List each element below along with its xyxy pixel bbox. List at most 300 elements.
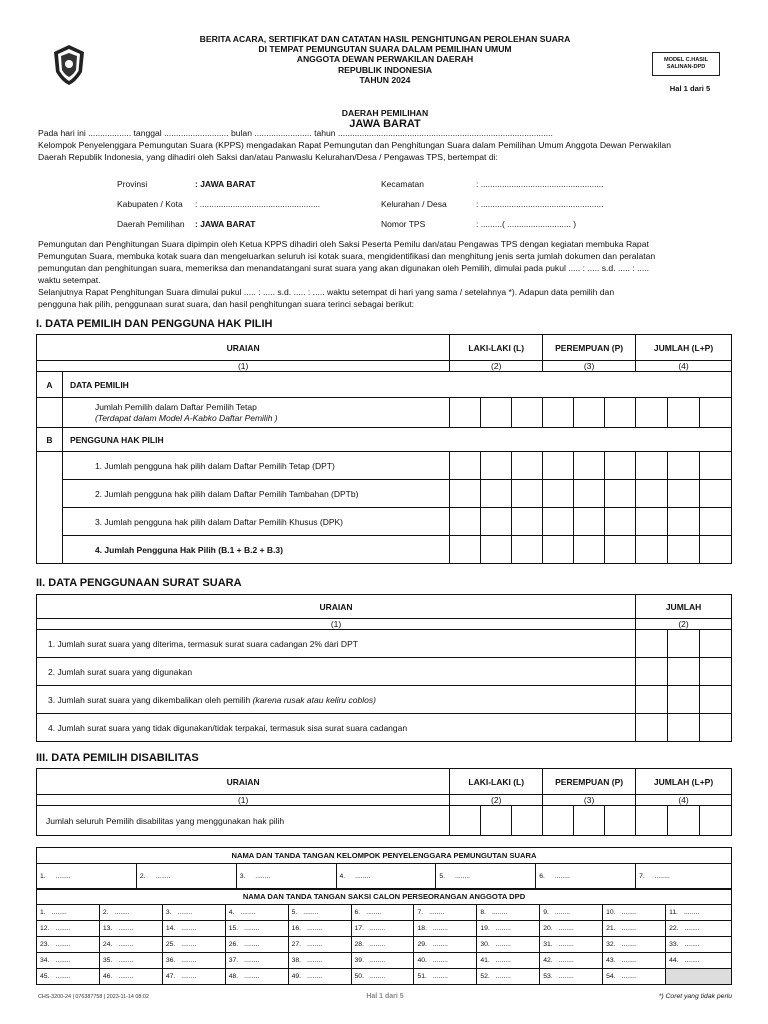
saksi-number: 22.: [669, 925, 679, 932]
saksi-number: 2.: [102, 909, 109, 916]
saksi-signature-slot[interactable]: [666, 921, 732, 937]
signature-dots: ........: [155, 873, 171, 880]
digit-box[interactable]: [543, 508, 574, 536]
saksi-number: 41.: [480, 957, 490, 964]
saksi-signature-slot[interactable]: [540, 969, 603, 985]
signature-dots: ........: [621, 941, 637, 948]
digit-box[interactable]: [699, 452, 731, 480]
saksi-signature-slot[interactable]: [288, 937, 351, 953]
title-line-4: REPUBLIK INDONESIA: [337, 64, 433, 75]
saksi-number: 34.: [40, 957, 50, 964]
signature-dots: ........: [114, 909, 130, 916]
saksi-number: 46.: [102, 973, 113, 980]
saksi-signature-slot[interactable]: [540, 905, 603, 921]
saksi-number: 49.: [291, 973, 302, 980]
signature-dots: ........: [307, 973, 323, 980]
saksi-signature-slot[interactable]: [351, 953, 414, 969]
digit-box[interactable]: [605, 508, 636, 536]
s1-b-item3: 3. Jumlah pengguna hak pilih dalam Daftar Pemilih Khusus (DPK): [62, 508, 449, 536]
procedure-line-3: pemungutan dan penghitungan suara, memeriksa dan menandatangani surat suara yang akan digunakan oleh Pemilih, dimulai pada pukul ..... : ..... s.d. ..... : .....: [38, 263, 650, 273]
digit-box[interactable]: [543, 452, 574, 480]
signature-dots: ........: [181, 925, 197, 932]
saksi-signature-slot[interactable]: [603, 953, 666, 969]
saksi-signature-slot[interactable]: [477, 969, 540, 985]
saksi-signature-slot[interactable]: [99, 905, 162, 921]
digit-box[interactable]: [450, 452, 481, 480]
digit-box[interactable]: [668, 480, 700, 508]
kpps-signature-slot[interactable]: [236, 864, 336, 890]
digit-box[interactable]: [668, 398, 700, 428]
digit-box[interactable]: [512, 508, 543, 536]
procedure-line-6: pengguna hak pilih, penggunaan surat suara, dan hasil penghitungan suara terinci sebagai berikut:: [38, 299, 415, 309]
digit-box[interactable]: [668, 508, 700, 536]
signature-dots: ........: [118, 957, 134, 964]
footer-note: *) Coret yang tidak perlu: [658, 993, 732, 1000]
digit-box[interactable]: [574, 452, 605, 480]
provinsi-value: : JAWA BARAT: [195, 179, 256, 189]
kecamatan-value: : ....................................................: [476, 179, 604, 189]
saksi-signature-slot[interactable]: [162, 969, 225, 985]
tps-value: : .........( ........................... ): [476, 219, 577, 229]
s1-code-a: A: [37, 372, 63, 398]
digit-box[interactable]: [668, 714, 700, 742]
signature-dots: ........: [621, 957, 637, 964]
section-3-title: III. DATA PEMILIH DISABILITAS: [36, 752, 199, 764]
saksi-signature-slot[interactable]: [288, 905, 351, 921]
saksi-signature-slot[interactable]: [414, 921, 477, 937]
procedure-line-1: Pemungutan dan Penghitungan Suara dipimpin oleh Ketua KPPS dihadiri oleh Saksi Peserta Pemilu dan/atau Pengawas TPS dengan kegiatan membuka Rapat: [38, 239, 649, 249]
saksi-number: 12.: [40, 925, 50, 932]
saksi-signature-slot[interactable]: [37, 953, 100, 969]
digit-box[interactable]: [481, 536, 512, 564]
digit-box[interactable]: [636, 480, 668, 508]
s1-b-item4: 4. Jumlah Pengguna Hak Pilih (B.1 + B.2 + B.3): [62, 536, 449, 564]
signature-dots: ........: [369, 973, 386, 980]
saksi-number: 42.: [543, 957, 553, 964]
signature-dots: ........: [654, 873, 670, 880]
saksi-number: 39.: [354, 957, 364, 964]
digit-box[interactable]: [668, 686, 700, 714]
model-box: [652, 52, 720, 76]
saksi-signature-table: [36, 888, 732, 985]
digit-box[interactable]: [700, 686, 732, 714]
saksi-signature-slot[interactable]: [99, 953, 162, 969]
saksi-number: 47.: [165, 973, 176, 980]
digit-box[interactable]: [700, 658, 732, 686]
s1-b-spacer: [37, 452, 63, 564]
saksi-number: 26.: [228, 941, 239, 948]
saksi-number: 38.: [291, 957, 302, 964]
signature-dots: ........: [255, 873, 271, 880]
signature-dots: ........: [118, 941, 134, 948]
s2-item3-note: (karena rusak atau keliru coblos): [252, 694, 376, 705]
digit-box[interactable]: [574, 480, 605, 508]
digit-box[interactable]: [636, 508, 668, 536]
digit-box[interactable]: [605, 536, 636, 564]
saksi-number: 31.: [543, 941, 553, 948]
s2-header-jumlah: JUMLAH: [636, 595, 732, 619]
saksi-number: 19.: [480, 925, 490, 932]
digit-box[interactable]: [574, 536, 605, 564]
digit-box[interactable]: [481, 480, 512, 508]
digit-box[interactable]: [668, 630, 700, 658]
signature-dots: ........: [55, 925, 71, 932]
signature-dots: ........: [244, 973, 260, 980]
saksi-signature-slot[interactable]: [414, 953, 477, 969]
section-3-table: [36, 768, 732, 836]
section-2-title: II. DATA PENGGUNAAN SURAT SUARA: [36, 577, 242, 589]
saksi-signature-slot[interactable]: [666, 905, 732, 921]
saksi-number: 18.: [417, 925, 427, 932]
signature-dots: ........: [118, 973, 134, 980]
title-line-3: ANGGOTA DEWAN PERWAKILAN DAERAH: [296, 54, 474, 65]
signature-dots: ........: [355, 873, 371, 880]
s3-colnum-1: (1): [37, 795, 450, 806]
saksi-number: 16.: [291, 925, 302, 932]
s3-header-jumlah: JUMLAH (L+P): [636, 769, 732, 795]
saksi-signature-slot[interactable]: [603, 905, 666, 921]
saksi-signature-slot[interactable]: [603, 969, 666, 985]
saksi-number: 24.: [102, 941, 113, 948]
digit-box[interactable]: [605, 398, 636, 428]
saksi-number: 45.: [40, 973, 50, 980]
kpps-number: 1.: [40, 873, 46, 880]
signature-dots: ........: [454, 873, 471, 880]
signature-dots: ........: [495, 941, 511, 948]
s1-b-title: PENGGUNA HAK PILIH: [62, 428, 731, 452]
signature-dots: ........: [684, 909, 700, 916]
signature-dots: ........: [558, 957, 574, 964]
signature-dots: ........: [369, 925, 386, 932]
digit-box[interactable]: [450, 480, 481, 508]
saksi-title: NAMA DAN TANDA TANGAN SAKSI CALON PERSEORANGAN ANGGOTA DPD: [37, 889, 732, 905]
s1-a-item1-text: Jumlah Pemilih dalam Daftar Pemilih Tetap: [94, 401, 257, 412]
saksi-number: 4.: [228, 909, 235, 916]
s1-b-item2: 2. Jumlah pengguna hak pilih dalam Daftar Pemilih Tambahan (DPTb): [62, 480, 449, 508]
kabkota-value: : ...................................................: [195, 199, 321, 209]
digit-box[interactable]: [450, 508, 481, 536]
saksi-signature-slot[interactable]: [99, 937, 162, 953]
digit-box[interactable]: [450, 536, 481, 564]
s3-header-perempuan: PEREMPUAN (P): [543, 769, 636, 795]
signature-dots: ........: [621, 925, 637, 932]
kpps-number: 2.: [139, 873, 146, 880]
saksi-number: 50.: [354, 973, 364, 980]
digit-box[interactable]: [636, 630, 668, 658]
digit-box[interactable]: [574, 398, 605, 428]
saksi-number: 17.: [354, 925, 364, 932]
digit-box[interactable]: [636, 714, 668, 742]
saksi-signature-slot[interactable]: [225, 937, 288, 953]
signature-dots: ........: [240, 909, 256, 916]
digit-box[interactable]: [636, 452, 668, 480]
saksi-signature-slot[interactable]: [225, 905, 288, 921]
signature-dots: ........: [307, 925, 323, 932]
digit-box[interactable]: [450, 806, 481, 836]
s3-colnum-4: (4): [636, 795, 732, 806]
saksi-number: 37.: [228, 957, 239, 964]
s1-a-spacer: [37, 398, 63, 428]
s1-header-perempuan: PEREMPUAN (P): [543, 335, 636, 361]
saksi-signature-slot[interactable]: [414, 969, 477, 985]
digit-box[interactable]: [481, 452, 512, 480]
saksi-number: 35.: [102, 957, 113, 964]
digit-box[interactable]: [574, 508, 605, 536]
signature-dots: ........: [432, 941, 448, 948]
saksi-number: 5.: [291, 909, 298, 916]
s1-header-laki: LAKI-LAKI (L): [450, 335, 543, 361]
saksi-signature-slot[interactable]: [666, 937, 732, 953]
signature-dots: ........: [177, 909, 193, 916]
saksi-number: 40.: [417, 957, 427, 964]
digit-box[interactable]: [668, 806, 700, 836]
saksi-signature-slot[interactable]: [288, 921, 351, 937]
saksi-number: 44.: [669, 957, 679, 964]
s1-colnum-4: (4): [636, 361, 732, 372]
saksi-number: 7.: [417, 909, 424, 916]
kelurahan-value: : ....................................................: [476, 199, 604, 209]
kpps-signature-table: [36, 847, 732, 890]
saksi-number: 8.: [480, 909, 487, 916]
s1-a-item1: [62, 398, 449, 428]
signature-dots: ........: [558, 925, 574, 932]
signature-dots: ........: [55, 873, 71, 880]
saksi-number: 21.: [606, 925, 616, 932]
saksi-signature-slot[interactable]: [540, 937, 603, 953]
saksi-signature-slot[interactable]: [477, 921, 540, 937]
dapil-info-value: : JAWA BARAT: [195, 219, 256, 229]
kpps-signature-slot[interactable]: [336, 864, 436, 890]
s1-colnum-1: (1): [37, 361, 450, 372]
saksi-signature-slot[interactable]: [351, 921, 414, 937]
s2-item3-text: 3. Jumlah surat suara yang dikembalikan oleh pemilih: [48, 694, 253, 705]
kpps-signature-slot[interactable]: [37, 864, 137, 890]
digit-box[interactable]: [605, 480, 636, 508]
saksi-number: 9.: [543, 909, 549, 916]
signature-dots: ........: [55, 957, 71, 964]
s1-header-uraian: URAIAN: [37, 335, 450, 361]
digit-box[interactable]: [512, 452, 543, 480]
s3-header-uraian: URAIAN: [37, 769, 450, 795]
saksi-signature-slot[interactable]: [603, 937, 666, 953]
signature-dots: ........: [495, 957, 511, 964]
signature-dots: ........: [55, 941, 71, 948]
digit-box[interactable]: [605, 806, 636, 836]
dapil-info-label: Daerah Pemilihan: [117, 219, 185, 229]
kpps-number: 4.: [339, 873, 346, 880]
kpps-signature-slot[interactable]: [136, 864, 236, 890]
digit-box[interactable]: [636, 686, 668, 714]
signature-dots: ........: [429, 909, 445, 916]
digit-box[interactable]: [543, 536, 574, 564]
signature-dots: ........: [366, 909, 382, 916]
digit-box[interactable]: [699, 806, 731, 836]
saksi-number: 54.: [606, 973, 616, 980]
saksi-number: 29.: [417, 941, 427, 948]
signature-dots: ........: [495, 925, 511, 932]
saksi-number: 25.: [165, 941, 176, 948]
saksi-number: 11.: [669, 909, 679, 916]
saksi-signature-slot[interactable]: [162, 953, 225, 969]
saksi-signature-slot[interactable]: [37, 969, 100, 985]
digit-box[interactable]: [668, 658, 700, 686]
signature-dots: ........: [432, 925, 448, 932]
digit-box[interactable]: [512, 480, 543, 508]
saksi-signature-slot[interactable]: [414, 937, 477, 953]
digit-box[interactable]: [699, 480, 731, 508]
kpps-signature-slot[interactable]: [536, 864, 636, 890]
saksi-signature-slot[interactable]: [37, 921, 100, 937]
saksi-signature-slot[interactable]: [540, 921, 603, 937]
saksi-number: 48.: [228, 973, 239, 980]
intro-line-2: Kelompok Penyelenggara Pemungutan Suara (KPPS) mengadakan Rapat Pemungutan dan Penghitungan Suara dalam Pemilihan Umum Anggota Dewan Perwakilan: [38, 140, 671, 150]
saksi-number: 14.: [165, 925, 176, 932]
digit-box[interactable]: [700, 630, 732, 658]
digit-box[interactable]: [481, 806, 512, 836]
saksi-signature-slot[interactable]: [666, 953, 732, 969]
saksi-number: 6.: [354, 909, 361, 916]
saksi-signature-slot[interactable]: [288, 969, 351, 985]
s2-item3: [37, 686, 636, 714]
saksi-signature-slot[interactable]: [162, 921, 225, 937]
saksi-number: 1.: [40, 909, 46, 916]
saksi-number: 10.: [606, 909, 616, 916]
saksi-signature-slot: [666, 969, 732, 985]
saksi-signature-slot[interactable]: [351, 937, 414, 953]
procedure-paragraph: [38, 238, 732, 310]
kpps-number: 3.: [239, 873, 246, 880]
saksi-signature-slot[interactable]: [37, 905, 100, 921]
saksi-number: 36.: [165, 957, 176, 964]
saksi-signature-slot[interactable]: [477, 905, 540, 921]
signature-dots: ........: [118, 925, 134, 932]
digit-box[interactable]: [668, 452, 700, 480]
s1-colnum-2: (2): [450, 361, 543, 372]
digit-box[interactable]: [636, 658, 668, 686]
kelurahan-label: Kelurahan / Desa: [381, 199, 447, 209]
digit-box[interactable]: [699, 508, 731, 536]
intro-paragraph: [38, 127, 732, 163]
saksi-signature-slot[interactable]: [162, 937, 225, 953]
saksi-number: 30.: [480, 941, 490, 948]
kpps-number: 5.: [439, 873, 446, 880]
digit-box[interactable]: [668, 536, 700, 564]
saksi-signature-slot[interactable]: [414, 905, 477, 921]
section-2-table: [36, 594, 732, 742]
saksi-signature-slot[interactable]: [351, 905, 414, 921]
digit-box[interactable]: [574, 806, 605, 836]
kpps-number: 6.: [539, 873, 545, 880]
section-1-table: [36, 334, 732, 564]
digit-box[interactable]: [543, 480, 574, 508]
signature-dots: ........: [181, 957, 197, 964]
s2-colnum-2: (2): [636, 619, 732, 630]
model-line-1: MODEL C.HASIL: [663, 57, 709, 63]
s3-colnum-2: (2): [450, 795, 543, 806]
saksi-number: 15.: [228, 925, 239, 932]
s2-item2: 2. Jumlah surat suara yang digunakan: [37, 658, 636, 686]
saksi-number: 23.: [40, 941, 50, 948]
digit-box[interactable]: [636, 398, 668, 428]
intro-line-1: Pada hari ini .................. tanggal ........................... bulan ........................ tahun ..........................................................................................: [38, 128, 553, 138]
digit-box[interactable]: [481, 508, 512, 536]
saksi-signature-slot[interactable]: [225, 953, 288, 969]
signature-dots: ........: [244, 957, 260, 964]
digit-box[interactable]: [543, 398, 574, 428]
saksi-number: 51.: [417, 973, 427, 980]
page-number-top: Hal 1 dari 5: [669, 84, 711, 93]
digit-box[interactable]: [700, 714, 732, 742]
saksi-number: 33.: [669, 941, 679, 948]
provinsi-label: Provinsi: [117, 179, 148, 189]
saksi-signature-slot[interactable]: [225, 969, 288, 985]
digit-box[interactable]: [543, 806, 574, 836]
signature-dots: ........: [684, 925, 700, 932]
footer-code: CHS-3200-24 | 076387758 | 2023-11-14 08:02: [38, 994, 149, 1000]
signature-dots: ........: [307, 941, 323, 948]
digit-box[interactable]: [605, 452, 636, 480]
signature-dots: ........: [684, 957, 700, 964]
s1-header-jumlah: JUMLAH (L+P): [636, 335, 732, 361]
s2-colnum-1: (1): [37, 619, 636, 630]
saksi-signature-slot[interactable]: [162, 905, 225, 921]
digit-box[interactable]: [512, 536, 543, 564]
signature-dots: ........: [558, 941, 574, 948]
kabkota-label: Kabupaten / Kota: [117, 199, 183, 209]
s1-b-item1: 1. Jumlah pengguna hak pilih dalam Daftar Pemilih Tetap (DPT): [62, 452, 449, 480]
digit-box[interactable]: [481, 398, 512, 428]
title-line-5: TAHUN 2024: [359, 74, 411, 85]
digit-box[interactable]: [450, 398, 481, 428]
signature-dots: ........: [369, 941, 386, 948]
s2-item4: 4. Jumlah surat suara yang tidak digunakan/tidak terpakai, termasuk sisa surat suara cadangan: [37, 714, 636, 742]
saksi-number: 53.: [543, 973, 553, 980]
digit-box[interactable]: [512, 806, 543, 836]
saksi-signature-slot[interactable]: [288, 953, 351, 969]
digit-box[interactable]: [699, 536, 731, 564]
digit-box[interactable]: [636, 806, 668, 836]
saksi-number: 13.: [102, 925, 113, 932]
saksi-signature-slot[interactable]: [225, 921, 288, 937]
saksi-signature-slot[interactable]: [477, 953, 540, 969]
digit-box[interactable]: [636, 536, 668, 564]
saksi-signature-slot[interactable]: [603, 921, 666, 937]
procedure-line-4: waktu setempat.: [38, 275, 101, 285]
title-line-2: DI TEMPAT PEMUNGUTAN SUARA DALAM PEMILIHAN UMUM: [258, 44, 512, 55]
kpps-signature-slot[interactable]: [636, 864, 732, 890]
saksi-signature-slot[interactable]: [99, 921, 162, 937]
saksi-number: 52.: [480, 973, 490, 980]
intro-line-3: Daerah Republik Indonesia, yang dihadiri oleh Saksi dan/atau Panwaslu Kelurahan/Desa / Pengawas TPS, bertempat di:: [38, 152, 498, 162]
digit-box[interactable]: [512, 398, 543, 428]
digit-box[interactable]: [699, 398, 731, 428]
signature-dots: ........: [432, 973, 448, 980]
title-line-1: BERITA ACARA, SERTIFIKAT DAN CATATAN HASIL PENGHITUNGAN PEROLEHAN SUARA: [199, 34, 571, 44]
saksi-signature-slot[interactable]: [351, 969, 414, 985]
kpps-signature-slot[interactable]: [436, 864, 536, 890]
s3-header-laki: LAKI-LAKI (L): [450, 769, 543, 795]
saksi-signature-slot[interactable]: [99, 969, 162, 985]
s1-a-title: DATA PEMILIH: [62, 372, 731, 398]
saksi-signature-slot[interactable]: [477, 937, 540, 953]
signature-dots: ........: [684, 941, 700, 948]
saksi-number: 20.: [543, 925, 553, 932]
saksi-number: 43.: [606, 957, 616, 964]
saksi-number: 27.: [291, 941, 302, 948]
procedure-line-2: Pemungutan Suara, membuka kotak suara dan mengeluarkan seluruh isi kotak suara, mengidentifikasi dan menghitung jenis serta jumlah dokumen dan peralatan: [38, 251, 656, 261]
saksi-signature-slot[interactable]: [540, 953, 603, 969]
saksi-signature-slot[interactable]: [37, 937, 100, 953]
